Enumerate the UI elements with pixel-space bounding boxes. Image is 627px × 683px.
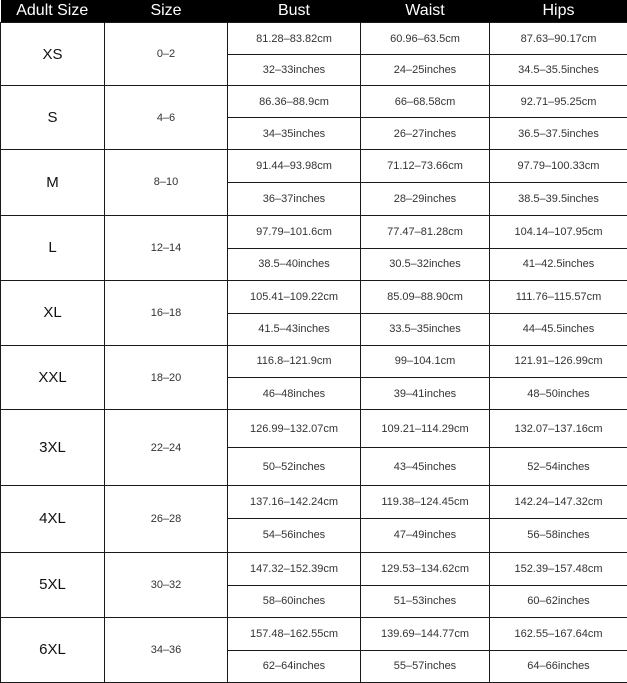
header-hips: Hips (490, 0, 627, 23)
waist-cm-cell: 139.69–144.77cm (361, 617, 490, 650)
table-row (1, 280, 627, 313)
bust-cm-cell: 157.48–162.55cm (228, 617, 361, 650)
hips-inches-cell: 41–42.5inches (490, 248, 627, 280)
waist-inches-cell: 55–57inches (361, 650, 490, 682)
bust-cm-cell: 105.41–109.22cm (228, 280, 361, 313)
waist-cm-cell: 71.12–73.66cm (361, 150, 490, 183)
size-cell: 0–2 (105, 23, 228, 86)
waist-cm-cell: 66–68.58cm (361, 86, 490, 118)
hips-inches-cell: 56–58inches (490, 519, 627, 552)
adult-size-cell: 4XL (1, 486, 105, 552)
table-row (1, 23, 627, 55)
adult-size-cell: 3XL (1, 410, 105, 486)
waist-cm-cell: 77.47–81.28cm (361, 215, 490, 248)
header-waist: Waist (361, 0, 490, 23)
adult-size-cell: S (1, 86, 105, 150)
size-cell: 8–10 (105, 150, 228, 215)
bust-inches-cell: 50–52inches (228, 448, 361, 486)
hips-inches-cell: 64–66inches (490, 650, 627, 682)
bust-cm-cell: 81.28–83.82cm (228, 23, 361, 55)
bust-inches-cell: 36–37inches (228, 183, 361, 215)
table-row (1, 617, 627, 650)
adult-size-cell: XS (1, 23, 105, 86)
table-row (1, 86, 627, 118)
waist-cm-cell: 85.09–88.90cm (361, 280, 490, 313)
size-cell: 16–18 (105, 280, 228, 345)
bust-inches-cell: 46–48inches (228, 378, 361, 410)
bust-inches-cell: 58–60inches (228, 585, 361, 617)
hips-inches-cell: 60–62inches (490, 585, 627, 617)
bust-cm-cell: 91.44–93.98cm (228, 150, 361, 183)
bust-cm-cell: 137.16–142.24cm (228, 486, 361, 519)
hips-cm-cell: 142.24–147.32cm (490, 486, 627, 519)
hips-cm-cell: 121.91–126.99cm (490, 345, 627, 377)
bust-cm-cell: 147.32–152.39cm (228, 552, 361, 585)
hips-cm-cell: 152.39–157.48cm (490, 552, 627, 585)
bust-inches-cell: 38.5–40inches (228, 248, 361, 280)
adult-size-cell: XL (1, 280, 105, 345)
adult-size-cell: M (1, 150, 105, 215)
hips-inches-cell: 36.5–37.5inches (490, 118, 627, 150)
table-row (1, 552, 627, 585)
size-cell: 22–24 (105, 410, 228, 486)
chart-body (1, 23, 627, 683)
bust-inches-cell: 41.5–43inches (228, 313, 361, 345)
table-row (1, 215, 627, 248)
hips-cm-cell: 104.14–107.95cm (490, 215, 627, 248)
hips-cm-cell: 162.55–167.64cm (490, 617, 627, 650)
waist-cm-cell: 60.96–63.5cm (361, 23, 490, 55)
waist-inches-cell: 24–25inches (361, 55, 490, 86)
bust-cm-cell: 116.8–121.9cm (228, 345, 361, 377)
bust-cm-cell: 126.99–132.07cm (228, 410, 361, 448)
table-row (1, 345, 627, 377)
table-row (1, 486, 627, 519)
size-cell: 26–28 (105, 486, 228, 552)
waist-inches-cell: 30.5–32inches (361, 248, 490, 280)
size-cell: 12–14 (105, 215, 228, 280)
hips-cm-cell: 87.63–90.17cm (490, 23, 627, 55)
hips-inches-cell: 44–45.5inches (490, 313, 627, 345)
waist-cm-cell: 109.21–114.29cm (361, 410, 490, 448)
waist-inches-cell: 26–27inches (361, 118, 490, 150)
adult-size-cell: 6XL (1, 617, 105, 682)
waist-inches-cell: 39–41inches (361, 378, 490, 410)
hips-inches-cell: 48–50inches (490, 378, 627, 410)
table-row (1, 410, 627, 448)
waist-inches-cell: 33.5–35inches (361, 313, 490, 345)
waist-inches-cell: 43–45inches (361, 448, 490, 486)
hips-cm-cell: 132.07–137.16cm (490, 410, 627, 448)
adult-size-cell: XXL (1, 345, 105, 409)
hips-inches-cell: 38.5–39.5inches (490, 183, 627, 215)
hips-inches-cell: 34.5–35.5inches (490, 55, 627, 86)
adult-size-cell: L (1, 215, 105, 280)
bust-inches-cell: 62–64inches (228, 650, 361, 682)
table-row (1, 150, 627, 183)
header-adult-size: Adult Size (1, 0, 105, 23)
bust-cm-cell: 86.36–88.9cm (228, 86, 361, 118)
hips-cm-cell: 97.79–100.33cm (490, 150, 627, 183)
size-cell: 18–20 (105, 345, 228, 409)
waist-inches-cell: 51–53inches (361, 585, 490, 617)
size-cell: 4–6 (105, 86, 228, 150)
hips-cm-cell: 111.76–115.57cm (490, 280, 627, 313)
hips-cm-cell: 92.71–95.25cm (490, 86, 627, 118)
bust-inches-cell: 32–33inches (228, 55, 361, 86)
bust-cm-cell: 97.79–101.6cm (228, 215, 361, 248)
waist-inches-cell: 47–49inches (361, 519, 490, 552)
bust-inches-cell: 34–35inches (228, 118, 361, 150)
size-cell: 30–32 (105, 552, 228, 617)
size-cell: 34–36 (105, 617, 228, 682)
waist-cm-cell: 119.38–124.45cm (361, 486, 490, 519)
waist-cm-cell: 99–104.1cm (361, 345, 490, 377)
hips-inches-cell: 52–54inches (490, 448, 627, 486)
waist-inches-cell: 28–29inches (361, 183, 490, 215)
waist-cm-cell: 129.53–134.62cm (361, 552, 490, 585)
header-row (1, 0, 627, 23)
header-bust: Bust (228, 0, 361, 23)
adult-size-cell: 5XL (1, 552, 105, 617)
header-size: Size (105, 0, 228, 23)
bust-inches-cell: 54–56inches (228, 519, 361, 552)
